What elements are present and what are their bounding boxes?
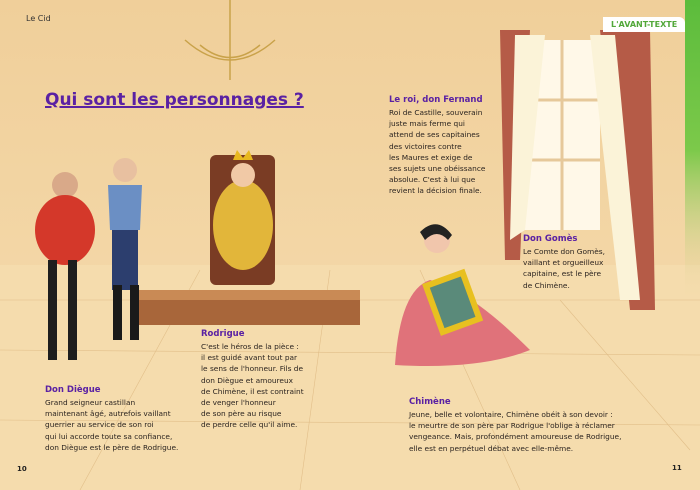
character-fernand: [389, 95, 485, 197]
character-description: Jeune, belle et volontaire, Chimène obéit à son devoir : le meurtre de son père par Rodrigue l'oblige à réclamer vengeance. Mais, profondément amoureuse de Rodrigue, elle est en perpétuel débat avec elle-même.: [409, 410, 622, 453]
page-title: Qui sont les personnages ?: [45, 90, 304, 110]
character-description: C'est le héros de la pièce : il est guidé avant tout par le sens de l'honneur. Fils de don Diègue et amoureux de Chimène, il est contraint de venger l'honneur de son père au risque de perdre celle qu'il aime.: [201, 342, 304, 430]
character-name: Le roi, don Fernand: [389, 95, 483, 105]
king-on-throne: [210, 150, 275, 285]
character-description: Le Comte don Gomès, vaillant et orgueilleux capitaine, est le père de Chimène.: [523, 247, 606, 290]
character-diegue: [45, 385, 178, 453]
character-description: Grand seigneur castillan maintenant âgé, autrefois vaillant guerrier au service de son roi qui lui accorde toute sa confiance, don Diègue est le père de Rodrigue.: [45, 398, 179, 452]
running-title: Le Cid: [26, 14, 51, 23]
character-name: Don Diègue: [45, 385, 101, 395]
page-number-left: 10: [17, 465, 27, 473]
green-page-edge: [685, 0, 700, 300]
character-description: Roi de Castille, souverain juste mais ferme qui attend de ses capitaines des victoires contre les Maures et exige de ses sujets une obéissance absolue. C'est à lui que revient la décision finale.: [389, 108, 486, 196]
character-chimene: [409, 397, 621, 454]
character-name: Don Gomès: [523, 234, 578, 244]
character-name: Rodrigue: [201, 329, 245, 339]
character-gomes: [523, 234, 605, 291]
page-number-right: 11: [672, 464, 682, 472]
section-badge: L'AVANT-TEXTE: [603, 17, 685, 32]
character-rodrigue: [201, 329, 304, 431]
character-name: Chimène: [409, 397, 451, 407]
